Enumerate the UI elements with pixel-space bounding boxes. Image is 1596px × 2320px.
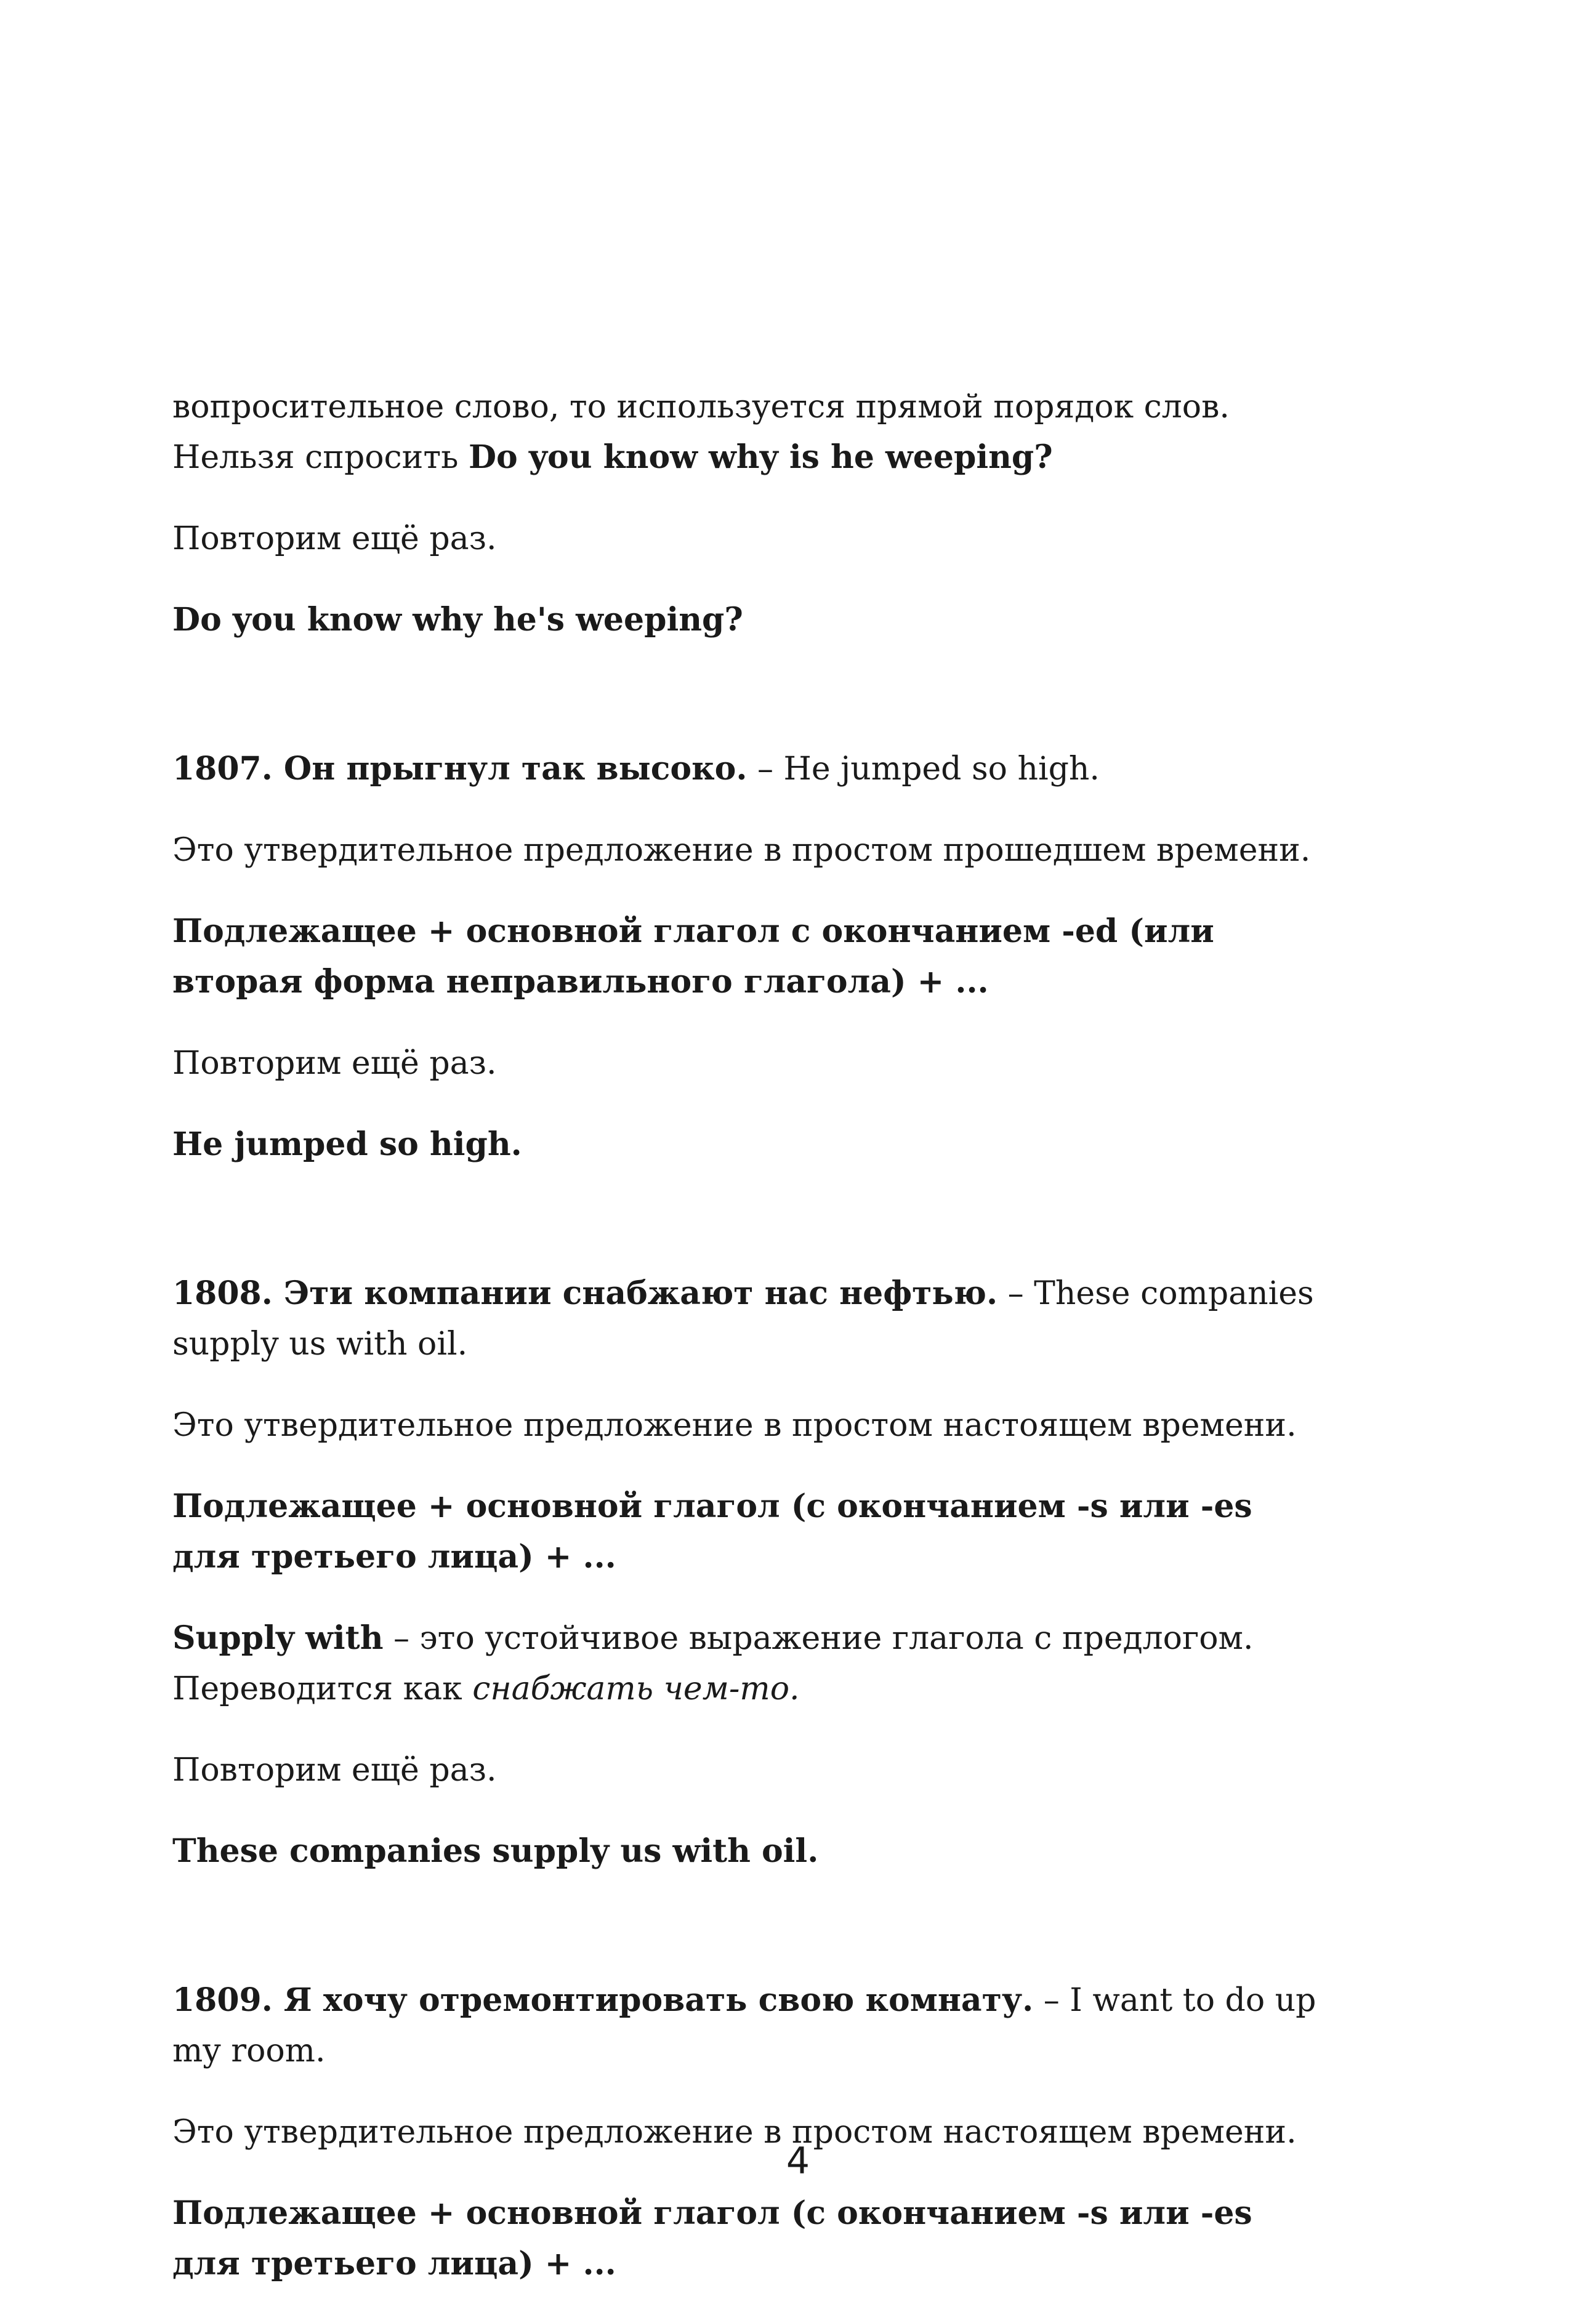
note-text: – это устойчивое выражение глагола с предлогом. Переводится как (172, 1620, 1254, 1707)
entry-translation: – I want to do up my room. (172, 1982, 1316, 2069)
page-content (172, 382, 1330, 2320)
entry-translation: – He jumped so high. (747, 751, 1100, 787)
section-gap (172, 1907, 1330, 1975)
entry-1809-title (172, 1975, 1330, 2076)
intro-paragraph (172, 382, 1330, 483)
entry-1807-answer: He jumped so high. (172, 1126, 522, 1163)
entry-1808-answer: These companies supply us with oil. (172, 1832, 819, 1870)
page-number: 4 (786, 2140, 810, 2183)
entry-1808-note (172, 1613, 1330, 1714)
entry-1808-title (172, 1268, 1330, 1369)
entry-1807-formula: Подлежащее + основной глагол с окончанием -ed (или вторая форма неправильного глагола) + ... (172, 912, 1214, 1001)
entry-translation: – These companies supply us with oil. (172, 1275, 1314, 1363)
section-gap (172, 676, 1330, 744)
entry-heading: 1808. Эти компании снабжают нас нефтью. (172, 1275, 998, 1312)
entry-1808-repeat: Повторим ещё раз. (172, 1752, 497, 1789)
note-italic: снабжать чем-то. (472, 1670, 800, 1707)
entry-heading: 1809. Я хочу отремонтировать свою комнату. (172, 1981, 1034, 2019)
intro-repeat: Повторим ещё раз. (172, 520, 497, 557)
entry-1808-explanation: Это утвердительное предложение в простом настоящем времени. (172, 1407, 1297, 1444)
entry-1809-explanation: Это утвердительное предложение в простом настоящем времени. (172, 2114, 1297, 2151)
intro-text: вопросительное слово, то используется прямой порядок слов. Нельзя спросить (172, 389, 1230, 476)
section-gap (172, 1201, 1330, 1268)
wrong-example: Do you know why is he weeping? (468, 438, 1053, 476)
entry-1807-repeat: Повторим ещё раз. (172, 1045, 497, 1082)
entry-1809-formula: Подлежащее + основной глагол (с окончанием -s или -es для третьего лица) + ... (172, 2194, 1252, 2282)
entry-heading: 1807. Он прыгнул так высоко. (172, 750, 748, 787)
entry-1808-formula: Подлежащее + основной глагол (с окончанием -s или -es для третьего лица) + ... (172, 1488, 1252, 1576)
entry-1807-title (172, 744, 1330, 794)
intro-answer: Do you know why he's weeping? (172, 601, 743, 638)
note-term: Supply with (172, 1619, 384, 1657)
entry-1807-explanation: Это утвердительное предложение в простом прошедшем времени. (172, 832, 1311, 869)
